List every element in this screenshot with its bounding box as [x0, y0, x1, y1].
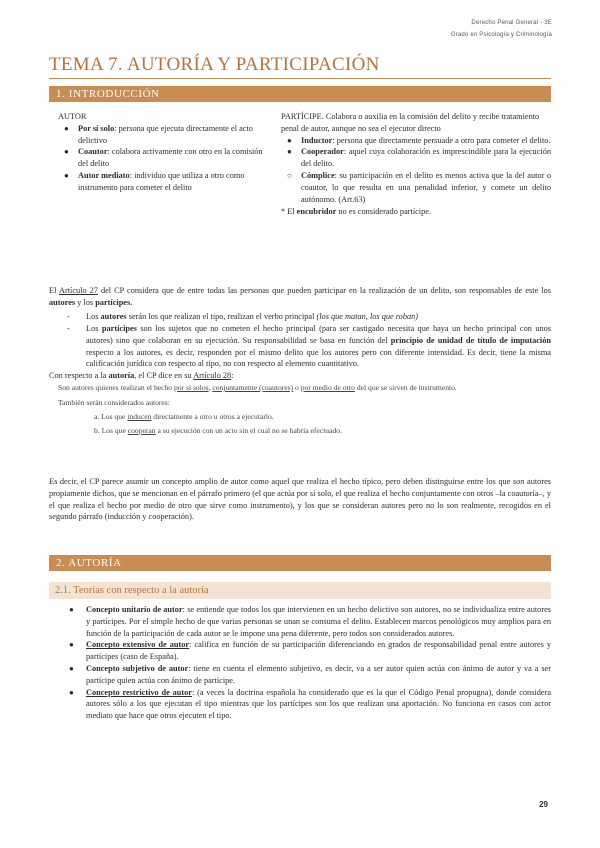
list-item	[67, 687, 551, 722]
article-link[interactable]: Artículo 28	[193, 371, 232, 380]
autor-label: AUTOR	[58, 112, 87, 121]
text: :	[231, 371, 234, 380]
example: (los que matan, los que roban)	[316, 312, 419, 321]
dash-item-participes	[67, 323, 551, 370]
text: Con respecto a la	[49, 371, 109, 380]
definition: : tiene en cuenta el elemento subjetivo, es decir, va a ser autor quien actúa con ánimo de autor y va a ser partícipe quien actúa con ánimo de partícipe.	[86, 663, 551, 685]
term: autores	[100, 312, 127, 321]
bullet-icon: ●	[69, 605, 74, 614]
list-item	[58, 146, 272, 170]
text: respecto a los autores, es decir, responden por el mismo delito que los autores pero con diferente intensidad. Es decir, tiene la misma calificación jurídica con respecto al tipo, no con respecto al elemento cuantitativo.	[86, 347, 551, 369]
text: ,	[208, 383, 213, 392]
list-item	[67, 663, 551, 687]
note-prefix: * El	[281, 207, 297, 217]
participe-column	[281, 111, 551, 218]
list-item	[281, 146, 551, 170]
definition: : se entiende que todos los que intervienen en un hecho delictivo son autores, no se individualiza entre autores y partícipes. Por el simple hecho de que varias personas se unan se consuma el delito. Establecen marcos penológicos muy amplios para en función de la participación de cada autor se le impone una pena diferente, pero todos son considerados autores.	[86, 605, 551, 638]
page-number: 29	[539, 800, 548, 809]
term: Concepto restrictivo de autor	[86, 687, 192, 697]
underlined-text: cooperan	[127, 425, 156, 435]
text: Son autores quienes realizan el hecho	[58, 383, 174, 392]
term: Concepto extensivo de autor	[86, 640, 190, 650]
note-suffix: no es considerado partícipe.	[336, 207, 432, 217]
term: Cooperador	[301, 147, 344, 157]
quote-item-a	[58, 412, 551, 423]
bullet-icon: ●	[69, 640, 74, 650]
term: Autor mediato	[78, 170, 130, 180]
text: El	[49, 286, 59, 295]
definition: : (a veces la doctrina española ha considerado que es la que el Código Penal propugna), donde considera autores sólo a los que ejecutan el tipo mientras que los partícipes son los que realizan una aportación. No funciona en casos con actor mediato que hace que otros ejecuten el tipo.	[86, 687, 551, 721]
definition: : aquel cuya colaboración es imprescindible para la ejecución del delito.	[301, 147, 551, 169]
definition: : individuo que utiliza a otro como instrumento para cometer el delito	[78, 170, 245, 192]
list-item	[67, 604, 551, 639]
subsection-heading-teorias: 2.1. Teorías con respecto a la autoría	[49, 582, 551, 599]
bullet-icon: ●	[287, 147, 292, 157]
text: y los	[75, 297, 96, 307]
term: Concepto subjetivo de autor	[86, 663, 189, 673]
term: Concepto unitario de autor	[86, 605, 183, 614]
quote-paragraph: También serán considerados autores:	[58, 397, 170, 407]
paragraph-es-decir	[49, 476, 551, 523]
autor-column	[58, 111, 272, 194]
dash-icon: -	[67, 312, 70, 321]
term: autores	[49, 297, 76, 307]
term: principio de unidad de título de imputación	[390, 335, 551, 345]
article-link[interactable]: Artículo 27	[58, 286, 98, 295]
list-item	[281, 135, 551, 147]
quote-item-b	[58, 426, 551, 437]
paragraph-articulo-27	[49, 285, 551, 309]
list-item	[58, 170, 272, 194]
term: Por sí solo	[78, 123, 115, 133]
term: Cómplice	[301, 170, 335, 180]
quote-paragraph	[58, 383, 551, 394]
text: a su ejecución con un acto sin el cual no se habría efectuado.	[155, 425, 342, 435]
underlined-text: conjuntamente (coautores)	[212, 383, 294, 392]
underlined-text: por sí solos	[173, 383, 209, 392]
term: Coautor	[78, 147, 108, 157]
text: del CP considera que de entre todas las personas que pueden participar en la realización de un delito, son responsables de este los	[97, 286, 551, 295]
bullet-icon: ●	[69, 687, 74, 697]
title-underline	[49, 78, 551, 79]
term: encubridor	[296, 207, 337, 217]
definition: : persona que directamente persuade a otro para cometer el delito.	[332, 135, 551, 145]
text: del que se sirven de instrumento.	[354, 383, 457, 392]
text: , el CP dice en su	[134, 371, 194, 380]
paragraph-articulo-28	[49, 370, 551, 382]
bullet-icon: ●	[64, 123, 69, 133]
bullet-icon: ●	[64, 147, 69, 157]
header-course: Derecho Penal General - 3E	[471, 20, 552, 26]
text: Los	[86, 312, 101, 321]
teorias-list	[67, 604, 551, 722]
text: son los sujetos que no cometen el hecho principal (para ser castigado necesita que haya un hecho principal con unos autores) sino que colaboran en su ejecución. Su responsabilidad se basa en función del	[86, 324, 551, 345]
section-heading-autoria: 2. AUTORÍA	[49, 555, 551, 571]
bullet-icon: ●	[64, 170, 69, 180]
definition: : persona que ejecuta directamente el acto delictivo	[78, 123, 253, 145]
term: partícipes	[101, 324, 137, 333]
underlined-text: por medio de otro	[300, 383, 355, 392]
term: autoría	[108, 371, 135, 380]
text: Es decir, el CP parece asumir un concepto amplio de autor como aquel que realiza el hecho típico, pero deben distinguirse entre los que	[49, 477, 513, 486]
page-title: TEMA 7. AUTORÍA Y PARTICIPACIÓN	[49, 54, 380, 75]
list-item	[281, 170, 551, 205]
term: partícipes.	[95, 297, 133, 307]
underlined-text: inducen	[127, 412, 152, 421]
hollow-bullet-icon: ○	[287, 170, 292, 180]
text: directamente a otro u otros a ejecutarlo.	[151, 412, 274, 421]
text: b. Los que	[94, 425, 128, 435]
quote-articulo-28	[58, 383, 551, 436]
text: serán los que realizan el tipo, realizan el verbo principal	[126, 312, 317, 321]
list-item	[58, 123, 272, 147]
section-heading-introduccion: 1. INTRODUCCIÓN	[49, 86, 551, 102]
definition: : colabora activamente con otro en la comisión del delito	[78, 147, 263, 169]
text: Los	[86, 324, 102, 333]
text: autores propiamente dichos, que se mencionan en el párrafo primero (el que actúa por sí solo, el que realiza el hecho conjuntamente con otros –la coautoría–, y el que realiza el hecho por medio de otro que sirve como instrumento), y los que se consideran autores pero no lo son realmente, recogidos en el segundo párrafo (inducción y cooperación).	[49, 477, 551, 522]
participe-intro: PARTÍCIPE. Colabora o auxilia en la comisión del delito y recibe tratamiento penal de autor, aunque no sea el ejecutor directo	[281, 112, 540, 133]
definition: : su participación en el delito es menos activa que la del autor o coautor, lo que resulta en una penalidad inferior, y comete un delito autónomo. (Art.63)	[301, 170, 551, 204]
encubridor-note	[281, 206, 551, 218]
list-item	[67, 639, 551, 663]
term: Inductor	[301, 135, 333, 145]
emphasis: son	[512, 477, 525, 486]
dash-item-autores	[67, 311, 551, 323]
header-degree: Grado en Psicología y Criminología	[450, 32, 552, 38]
bullet-icon: ●	[287, 135, 292, 145]
dash-icon: -	[67, 324, 70, 333]
bullet-icon: ●	[69, 663, 74, 673]
text: a. Los que	[94, 412, 128, 421]
definition: : califica en función de su participación diferenciando en grados de responsabilidad penal entre autores y partícipes (caso de España).	[86, 640, 552, 662]
text: o	[293, 383, 301, 392]
